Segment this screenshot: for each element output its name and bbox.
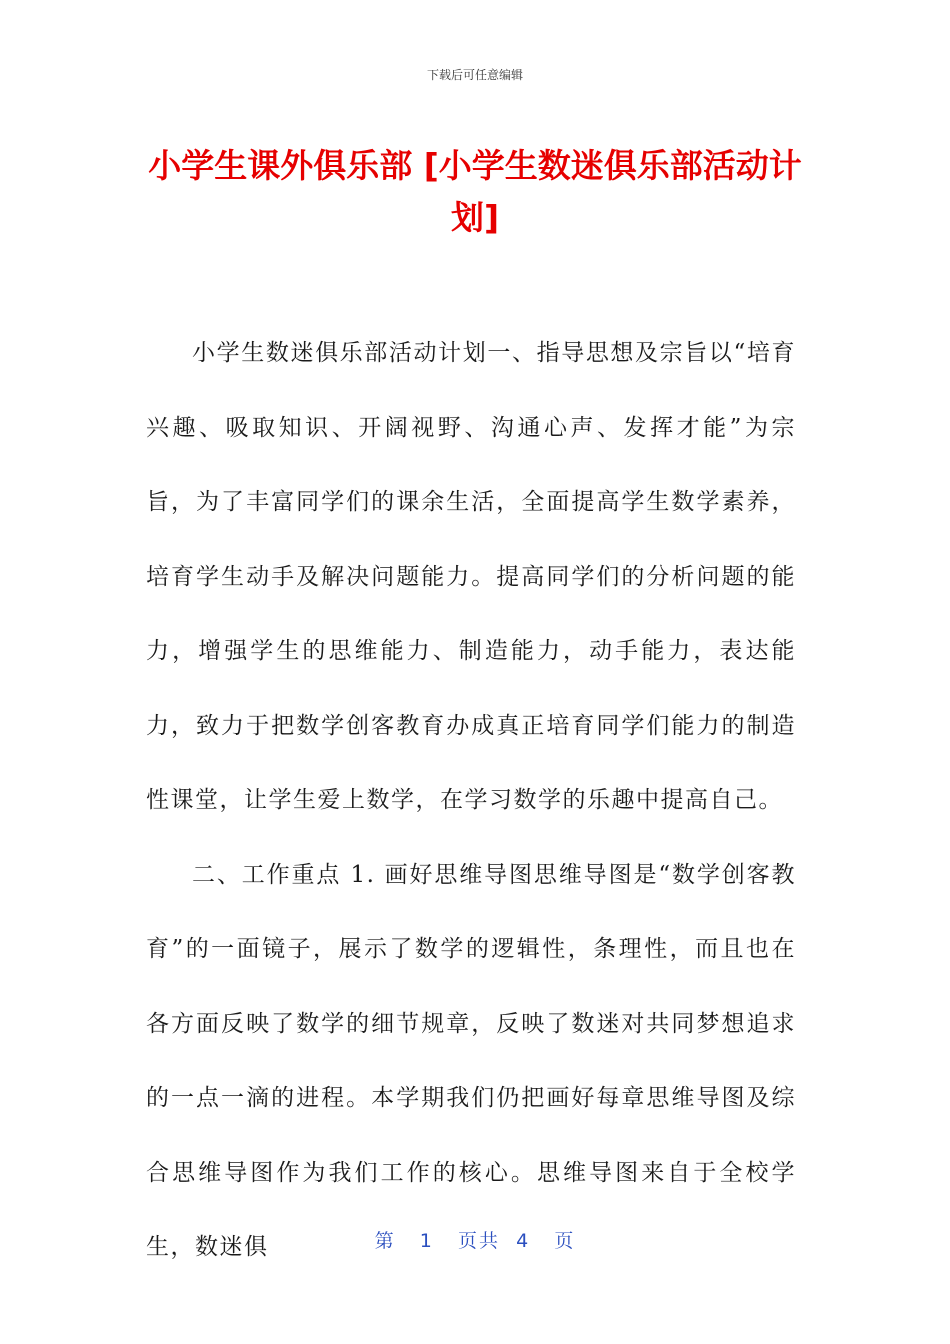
page-middle: 页共 [458,1230,501,1252]
page-suffix: 页 [554,1230,576,1252]
document-body [146,316,796,1285]
current-page-number: 1 [419,1230,434,1252]
paragraph-2: 二、工作重点 1. 画好思维导图思维导图是“数学创客教育”的一面镜子，展示了数学的逻辑性，条理性，而且也在各方面反映了数学的细节规章，反映了数迷对共同梦想追求的一点一滴的进程。本学期我们仍把画好每章思维导图及综合思维导图作为我们工作的核心。思维导图来自于全校学生，数迷俱 [146,861,796,1260]
document-title: 小学生课外俱乐部 [小学生数迷俱乐部活动计划] [148,146,802,237]
page-footer [0,1226,950,1253]
header-note: 下载后可任意编辑 [426,68,523,82]
page-prefix: 第 [374,1230,396,1252]
paragraph-1: 小学生数迷俱乐部活动计划一、指导思想及宗旨以“培育兴趣、吸取知识、开阔视野、沟通心声、发挥才能”为宗旨，为了丰富同学们的课余生活，全面提高学生数学素养，培育学生动手及解决问题能力。提高同学们的分析问题的能力，增强学生的思维能力、制造能力，动手能力，表达能力，致力于把数学创客教育办成真正培育同学们能力的制造性课堂，让学生爱上数学，在学习数学的乐趣中提高自己。 [146,340,796,813]
total-pages-number: 4 [516,1230,531,1252]
